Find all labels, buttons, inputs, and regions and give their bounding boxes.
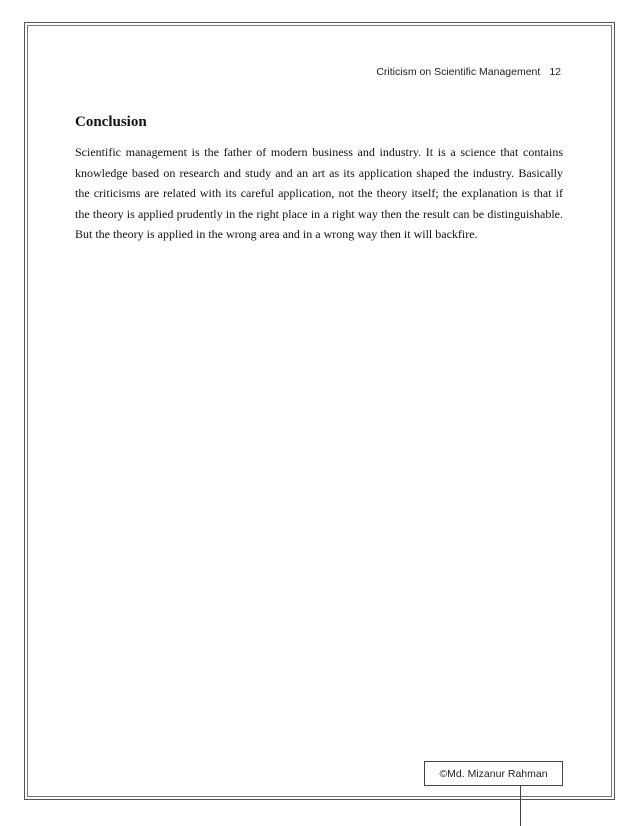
conclusion-paragraph: Scientific management is the father of modern business and industry. It is a science that contains knowledge based on research and study and an art as its application shaped the industry. Basically the criticisms are related with its careful application, not the theory itself; the explanation is that if the theory is applied prudently in the right place in a right way then the result can be distinguishable. But the theory is applied in the wrong area and in a wrong way then it will backfire.: [75, 145, 563, 242]
copyright-text: ©Md. Mizanur Rahman: [439, 767, 548, 780]
copyright-footer: [424, 761, 563, 786]
section-heading: Conclusion: [75, 114, 147, 130]
page-border-inner: [27, 25, 612, 797]
running-title: Criticism on Scientific Management: [376, 66, 541, 78]
page-number: 12: [549, 66, 561, 78]
running-header: [376, 66, 561, 78]
footer-connector-line: [520, 786, 521, 826]
